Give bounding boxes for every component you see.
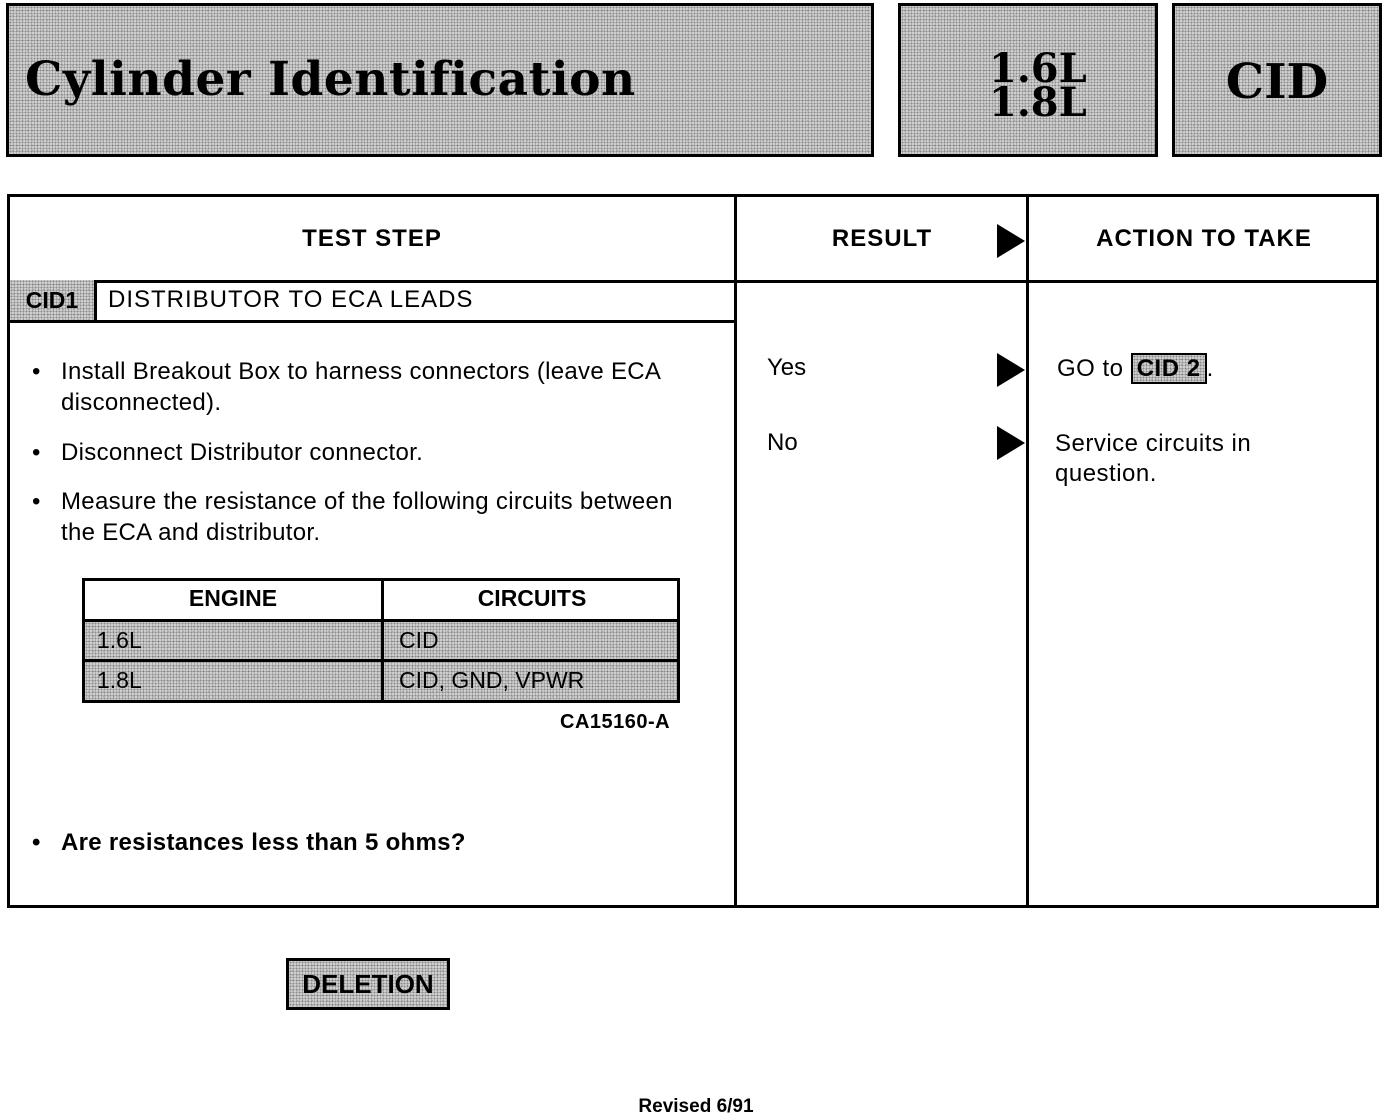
- action-yes-suffix: .: [1206, 355, 1214, 382]
- action-no: Service circuits in question.: [1055, 430, 1252, 487]
- deletion-stamp: DELETION: [286, 958, 450, 1010]
- section-code-box: [1172, 3, 1382, 157]
- header-result: RESULT: [831, 225, 933, 252]
- column-divider: [734, 197, 737, 905]
- step-code: CID1: [10, 280, 97, 320]
- bullet-text: Measure the resistance of the following circuits between the ECA and distributor.: [61, 488, 673, 546]
- arrow-right-icon: [997, 224, 1025, 258]
- section-code: CID: [1225, 54, 1329, 110]
- bullet-item: [32, 437, 722, 468]
- result-yes: Yes: [767, 354, 807, 381]
- circuit-table-cell: CID, GND, VPWR: [399, 667, 585, 693]
- diagnostic-table: [7, 194, 1379, 908]
- circuit-table-header-engine: ENGINE: [188, 585, 278, 611]
- circuit-table-cell: 1.8L: [97, 667, 142, 693]
- bullet-item: [32, 356, 722, 418]
- header-test-step: TEST STEP: [302, 225, 442, 252]
- bullet-icon: •: [32, 439, 41, 466]
- bullet-icon: •: [32, 829, 41, 856]
- figure-code: CA15160-A: [560, 711, 671, 733]
- question-text: Are resistances less than 5 ohms?: [61, 829, 466, 856]
- result-no: No: [767, 429, 798, 456]
- action-yes: [1057, 354, 1214, 384]
- bullet-item: [32, 486, 692, 548]
- engine-box: [898, 3, 1158, 157]
- action-yes-prefix: GO to: [1057, 355, 1124, 382]
- circuit-table-row-divider: [85, 619, 677, 622]
- title-box: [6, 3, 874, 157]
- circuit-table-header-circuits: CIRCUITS: [477, 585, 587, 611]
- circuit-table-cell: CID: [399, 627, 439, 653]
- bullet-icon: •: [32, 358, 41, 385]
- circuit-table: [82, 578, 680, 703]
- question-item: [32, 827, 722, 858]
- bullet-icon: •: [32, 488, 41, 515]
- arrow-right-icon: [997, 426, 1025, 460]
- step-title: DISTRIBUTOR TO ECA LEADS: [108, 286, 474, 313]
- engine-label-2: 1.8L: [989, 79, 1087, 126]
- engine-label-1: 1.6L: [989, 45, 1087, 92]
- circuit-table-cell: 1.6L: [97, 627, 142, 653]
- column-divider: [1026, 197, 1029, 905]
- arrow-right-icon: [997, 353, 1025, 387]
- step-reference: CID 2: [1131, 353, 1207, 384]
- circuit-table-row-divider: [85, 659, 677, 662]
- bullet-text: Install Breakout Box to harness connectors (leave ECA disconnected).: [61, 358, 660, 416]
- header-action: ACTION TO TAKE: [1096, 225, 1312, 252]
- page-title: Cylinder Identification: [25, 52, 636, 107]
- step-title-divider: [10, 320, 734, 323]
- revision-note: Revised 6/91: [638, 1096, 754, 1117]
- bullet-text: Disconnect Distributor connector.: [61, 439, 424, 466]
